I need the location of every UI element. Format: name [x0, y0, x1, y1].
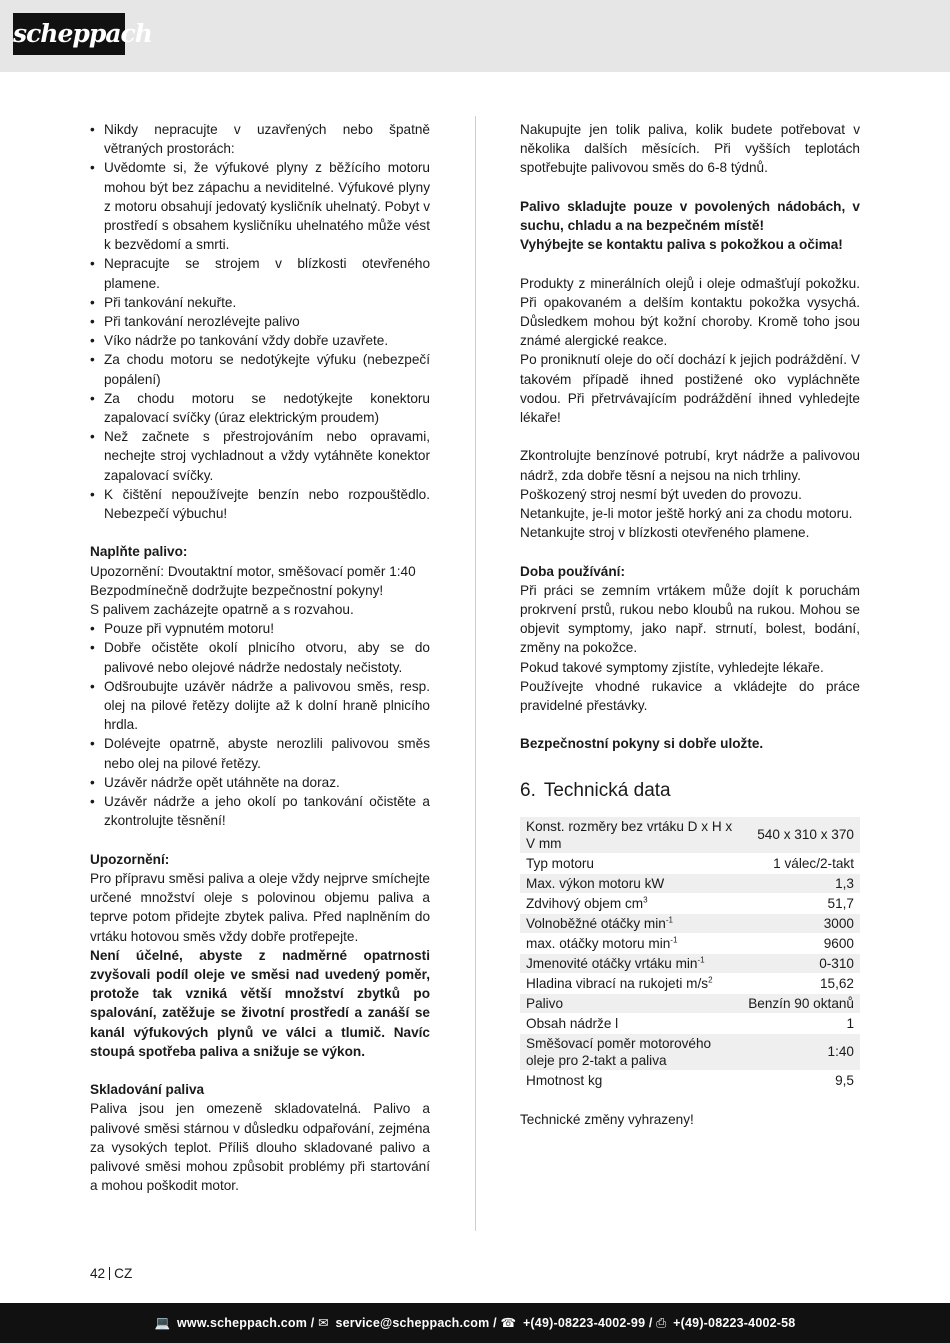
tech-label: max. otáčky motoru min	[526, 935, 671, 951]
table-row	[520, 953, 860, 973]
list-item: • Dobře očistěte okolí plnicího otvoru, aby se do palivové nebo olejové nádrže nedostaly nečistoty.	[90, 638, 430, 676]
list-item: • Nikdy nepracujte v uzavřených nebo špatně větraných prostorách:	[90, 120, 430, 158]
tech-label: Hladina vibrací na rukojeti m/s	[526, 975, 709, 991]
tech-label-cell	[520, 873, 742, 893]
scheppach-logo: scheppach	[13, 13, 125, 55]
tech-label-superscript: -1	[670, 935, 678, 945]
check-text-3: Netankujte, je-li motor ještě horký ani za chodu motoru.	[520, 506, 853, 522]
note-text: Pro přípravu směsi paliva a oleje vždy nejprve smíchejte určené množství oleje s polovinou objemu paliva a teprve potom přidejte zbytek paliva. Před naplněním do vrtáku hotovou směs vždy dobře protřepejte.	[90, 870, 430, 944]
list-item: • Uvědomte si, že výfukové plyny z běžícího motoru mohou být bez zápachu a neviditelné. Výfukové plyny z motoru obsahují jedovatý kysličník uhelnatý. Pobyt v prostředí s obsahem kysličníku uhelnatého může vést k bezvědomí a smrti.	[90, 158, 430, 254]
tech-label-cell	[520, 953, 742, 973]
tech-footnote: Technické změny vyhrazeny!	[520, 1111, 694, 1127]
list-item: • Než začnete s přestrojováním nebo opravami, nechejte stroj vychladnout a vždy vytáhněte konektor zapalovací svíčky.	[90, 427, 430, 485]
tech-value: 1	[742, 1013, 860, 1033]
check-text-1: Zkontrolujte benzínové potrubí, kryt nádrže a palivovou nádrž, zda dobře těsní a nejsou na nich trhliny.	[520, 448, 860, 483]
tech-label-cell	[520, 1013, 742, 1033]
tech-label-cell	[520, 993, 742, 1013]
header-band	[0, 0, 950, 72]
phone-icon: ☎	[500, 1316, 517, 1330]
table-row	[520, 873, 860, 893]
tech-label-superscript: -1	[697, 955, 705, 965]
table-row	[520, 853, 860, 873]
tech-label-cell	[520, 973, 742, 993]
table-row	[520, 1013, 860, 1033]
section-number: 6.	[520, 779, 536, 801]
tech-label-cell	[520, 817, 742, 854]
table-row	[520, 893, 860, 913]
tech-label: Palivo	[526, 995, 564, 1011]
section-title-text: Technická data	[543, 779, 671, 801]
usage-text-1: Při práci se zemním vrtákem může dojít k poruchám prokrvení prstů, rukou nebo kloubů na rukou. Mohou se objevit symptomy, jako např. strnutí, bolest, bodání, změny na pokožce.	[520, 582, 860, 656]
list-item: • Při tankování nekuřte.	[90, 293, 430, 312]
left-column	[90, 120, 430, 1195]
usage-heading: Doba používání:	[520, 563, 625, 579]
table-row	[520, 817, 860, 854]
tech-value: 3000	[742, 913, 860, 933]
usage-text-3: Používejte vhodné rukavice a vkládejte do práce pravidelné přestávky.	[520, 678, 860, 714]
list-item: • Za chodu motoru se nedotýkejte konektoru zapalovací svíčky (úraz elektrickým proudem)	[90, 389, 430, 427]
safety-bullet-list	[90, 120, 430, 523]
keep-instructions: Bezpečnostní pokyny si dobře uložte.	[520, 736, 764, 752]
tech-label-superscript: -1	[665, 915, 673, 925]
tech-label: Volnoběžné otáčky min	[526, 915, 666, 931]
tech-value: 0-310	[742, 953, 860, 973]
note-heading: Upozornění:	[90, 851, 170, 867]
list-item: • Dolévejte opatrně, abyste nerozlili palivovou směs nebo olej na pilové řetězy.	[90, 734, 430, 772]
tech-label-cell	[520, 933, 742, 953]
list-item: • Pouze při vypnutém motoru!	[90, 619, 430, 638]
tech-label-cell	[520, 913, 742, 933]
tech-label: Zdvihový objem cm	[526, 895, 644, 911]
check-text-4: Netankujte stroj v blízkosti otevřeného plamene.	[520, 525, 810, 541]
list-item: • Nepracujte se strojem v blízkosti otevřeného plamene.	[90, 254, 430, 292]
tech-value: 540 x 310 x 370	[742, 817, 860, 854]
tech-label-cell	[520, 893, 742, 913]
list-item: • Za chodu motoru se nedotýkejte výfuku (nebezpečí popálení)	[90, 350, 430, 388]
tech-label-cell	[520, 1070, 742, 1090]
tech-value: 51,7	[742, 893, 860, 913]
tech-label-superscript: 3	[643, 895, 648, 905]
footer-phone: +(49)-08223-4002-99 /	[522, 1316, 653, 1330]
tech-label: Obsah nádrže l	[526, 1015, 619, 1031]
fax-icon: ⎙	[656, 1316, 667, 1330]
section-title	[520, 779, 860, 803]
oil-text-1: Produkty z minerálních olejů i oleje odmašťují pokožku. Při opakovaném a delším kontaktu pokožka vysychá. Důsledkem mohou být kožní choroby. Kromě toho jsou známé alergické reakce.	[520, 275, 860, 349]
tech-label: Max. výkon motoru kW	[526, 875, 665, 891]
column-divider	[475, 116, 476, 1231]
storage-text: Paliva jsou jen omezeně skladovatelná. Palivo a palivové směsi stárnou v důsledku odpařování, zejména za vysokých teplot. Příliš dlouho skladované palivo a palivové směsi mohou způsobit problémy při startování a mohou poškodit motor.	[90, 1101, 430, 1194]
tech-label-cell	[520, 1033, 742, 1070]
tech-value: 1,3	[742, 873, 860, 893]
tech-label: Typ motoru	[526, 855, 594, 871]
fuel-line-2: S palivem zacházejte opatrně a s rozvahou.	[90, 602, 354, 618]
mail-icon: ✉	[318, 1316, 329, 1330]
tech-value: 9,5	[742, 1070, 860, 1090]
tech-data-table	[520, 817, 860, 1091]
tech-label: Směšovací poměr motorového oleje pro 2-takt a paliva	[526, 1035, 712, 1068]
footer-fax: +(49)-08223-4002-58	[673, 1316, 796, 1330]
store-bold-1: Palivo skladujte pouze v povolených nádobách, v suchu, chladu a na bezpečném místě!	[520, 198, 860, 233]
tech-label: Hmotnost kg	[526, 1072, 603, 1088]
footer-website[interactable]: www.scheppach.com /	[177, 1316, 315, 1330]
monitor-icon: 💻	[154, 1316, 171, 1330]
tech-value: Benzín 90 oktanů	[742, 993, 860, 1013]
fuel-line-1: Bezpodmínečně dodržujte bezpečnostní pokyny!	[90, 582, 384, 598]
tech-label: Konst. rozměry bez vrtáku D x H x V mm	[526, 818, 733, 851]
table-row	[520, 1033, 860, 1070]
page-number	[90, 1266, 132, 1281]
tech-value: 1 válec/2-takt	[742, 853, 860, 873]
tech-value: 1:40	[742, 1033, 860, 1070]
list-item: • K čištění nepoužívejte benzín nebo rozpouštědlo. Nebezpečí výbuchu!	[90, 485, 430, 523]
table-row	[520, 1070, 860, 1090]
table-row	[520, 913, 860, 933]
list-item: • Uzávěr nádrže opět utáhněte na doraz.	[90, 773, 430, 792]
buy-text: Nakupujte jen tolik paliva, kolik budete potřebovat v několika dalších měsících. Při vyšších teplotách spotřebujte palivovou směs do 6-8 týdnů.	[520, 122, 860, 176]
tech-label-superscript: 2	[708, 975, 713, 985]
list-item: • Víko nádrže po tankování vždy dobře uzavřete.	[90, 331, 430, 350]
right-column	[520, 120, 860, 1129]
oil-text-2: Po proniknutí oleje do očí dochází k jejich podráždění. V takovém případě ihned postižené oko vypláchněte vodou. Při přetrvávajícím podráždění ihned vyhledejte lékaře!	[520, 352, 860, 426]
page-number-value: 42	[90, 1266, 106, 1281]
list-item: • Při tankování nerozlévejte palivo	[90, 312, 430, 331]
list-item: • Uzávěr nádrže a jeho okolí po tankování očistěte a zkontrolujte těsnění!	[90, 792, 430, 830]
fuel-heading: Naplňte palivo:	[90, 544, 188, 560]
tech-label: Jmenovité otáčky vrtáku min	[526, 955, 698, 971]
table-row	[520, 973, 860, 993]
footer-bar	[0, 1303, 950, 1343]
store-bold-2: Vyhýbejte se kontaktu paliva s pokožkou a očima!	[520, 237, 843, 253]
list-item: • Odšroubujte uzávěr nádrže a palivovou směs, resp. olej na pilové řetězy dolijte až k dolní hraně plnicího hrdla.	[90, 677, 430, 735]
usage-text-2: Pokud takové symptomy zjistíte, vyhledejte lékaře.	[520, 659, 824, 675]
storage-heading: Skladování paliva	[90, 1082, 205, 1098]
fuel-bullet-list	[90, 619, 430, 830]
tech-value: 15,62	[742, 973, 860, 993]
fuel-note: Upozornění: Dvoutaktní motor, směšovací poměr 1:40	[90, 563, 416, 579]
tech-label-cell	[520, 853, 742, 873]
table-row	[520, 933, 860, 953]
table-row	[520, 993, 860, 1013]
footer-email[interactable]: service@scheppach.com /	[335, 1316, 497, 1330]
check-text-2: Poškozený stroj nesmí být uveden do provozu.	[520, 486, 802, 502]
note-bold-text: Není účelné, abyste z nadměrné opatrnosti zvyšovali podíl oleje ve směsi nad uvedený poměr, protože tak vzniká větší množství zbytků po spalování, zatěžuje se životní prostředí a zanáší se kanál výfukových plynů ve válci a tlumič. Navíc stoupá spotřeba paliva a snižuje se výkon.	[90, 947, 430, 1059]
page-language: CZ	[114, 1266, 133, 1281]
tech-value: 9600	[742, 933, 860, 953]
